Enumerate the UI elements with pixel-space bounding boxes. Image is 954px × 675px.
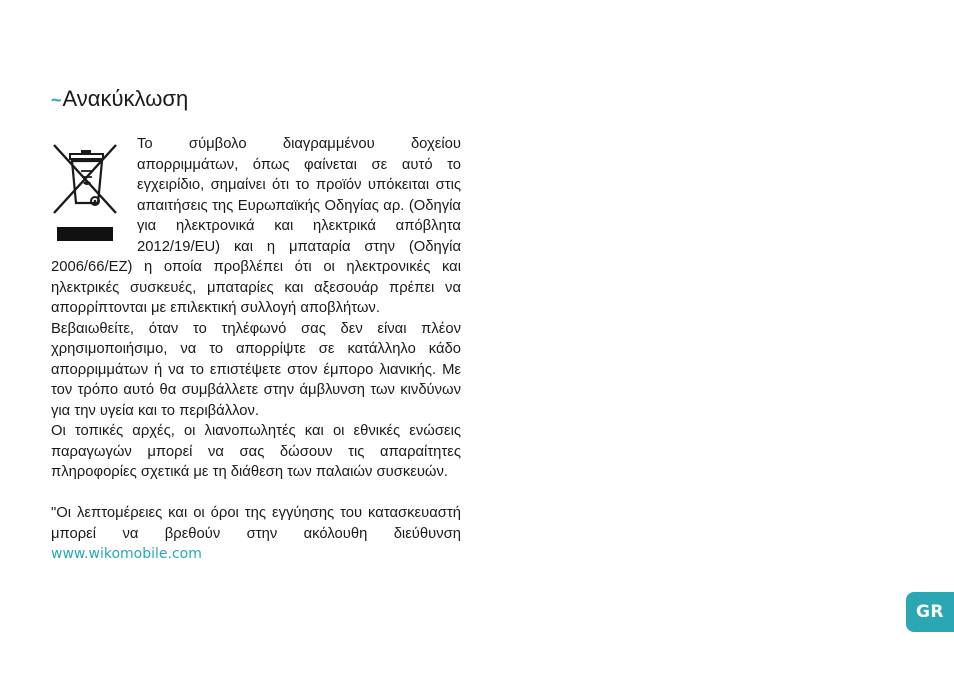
- icon-spacer: [51, 134, 137, 257]
- paragraph-disposal: Βεβαιωθείτε, όταν το τηλέφωνό σας δεν είναι πλέον χρησιμοποιήσιμο, να το απορρίψτε σε κατάλληλο κάδο απορριμμάτων ή να το επιστέψετε στον έμπορο λιανικής. Με τον τρόπο αυτό θα συμβάλλετε στην άμβλυνση των κινδύνων για την υγεία και το περιβάλλον.: [51, 320, 461, 419]
- warranty-text: "Οι λεπτομέρειες και οι όροι της εγγύησης του κατασκευαστή μπορεί να βρεθούν στην ακόλουθη διεύθυνση: [51, 505, 461, 542]
- paragraph-warranty: [51, 503, 461, 565]
- page-title: [51, 86, 188, 113]
- heading-title: Ανακύκλωση: [62, 86, 189, 111]
- language-tab: GR: [906, 592, 954, 632]
- recycling-text: [51, 134, 461, 565]
- paragraph-authorities: Οι τοπικές αρχές, οι λιανοπωλητές και οι εθνικές ενώσεις παραγωγών μπορεί να σας δώσουν τις απαραίτητες πληροφορίες σχετικά με τη διάθεση των παλαιών συσκευών.: [51, 423, 461, 480]
- warranty-link[interactable]: www.wikomobile.com: [51, 546, 202, 562]
- paragraph-weee: Το σύμβολο διαγραμμένου δοχείου απορριμμάτων, όπως φαίνεται σε αυτό το εγχειρίδιο, σημαίνει ότι το προϊόν υπόκειται στις απαιτήσεις της Ευρωπαϊκής Οδηγίας αρ. (Οδηγία για ηλεκτρονικά και ηλεκτρικά απόβλητα 2012/19/EU) και η μπαταρία στην (Οδηγία 2006/66/ΕΖ) η οποία προβλέπει ότι οι ηλεκτρονικές και ηλεκτρικές συσκευές, μπαταρίες και αξεσουάρ πρέπει να απορρίπτονται με επιλεκτική συλλογή αποβλήτων.: [51, 136, 461, 316]
- paragraph-gap: [51, 483, 461, 504]
- heading-tilde: ~: [51, 90, 62, 110]
